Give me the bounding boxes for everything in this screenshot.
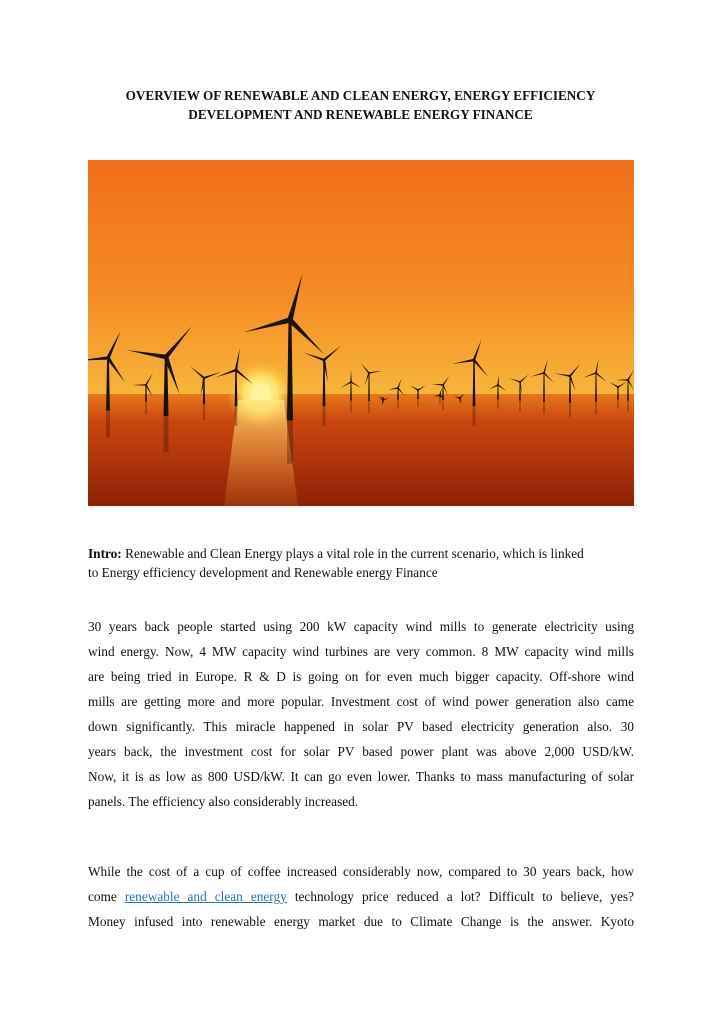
paragraph-1-line: 30 years back people started using 200 kW capacity wind mills to generate electricity using xyxy=(88,619,634,634)
intro-text: Renewable and Clean Energy plays a vital role in the current scenario, which is linked xyxy=(121,546,584,561)
paragraph-1-line: years back, the investment cost for solar PV based power plant was above 2,000 USD/kW. xyxy=(88,744,634,759)
document-title xyxy=(88,86,633,124)
paragraph-2-text: technology price reduced a lot? Difficult to believe, yes? xyxy=(286,889,634,904)
title-line-2: DEVELOPMENT AND RENEWABLE ENERGY FINANCE xyxy=(188,107,533,122)
paragraph-2 xyxy=(88,859,634,934)
paragraph-1-line: are being tried in Europe. R & D is going on for even much bigger capacity. Off-shore wind xyxy=(88,669,634,684)
intro-label: Intro: xyxy=(88,546,122,561)
wind-turbines-sunset-photo xyxy=(88,160,634,506)
intro-paragraph xyxy=(88,544,634,582)
paragraph-1-line: Now, it is as low as 800 USD/kW. It can go even lower. Thanks to mass manufacturing of solar xyxy=(88,769,634,784)
intro-text-2: to Energy efficiency development and Renewable energy Finance xyxy=(88,565,438,580)
paragraph-1-line: mills are getting more and more popular. Investment cost of wind power generation also came xyxy=(88,694,634,709)
paragraph-1-line: panels. The efficiency also considerably increased. xyxy=(88,794,359,809)
paragraph-2-line xyxy=(88,884,634,909)
paragraph-2-text: come xyxy=(88,889,125,904)
paragraph-1-line: down significantly. This miracle happened in solar PV based electricity generation also. 30 xyxy=(88,719,634,734)
renewable-energy-link[interactable]: renewable and clean energy xyxy=(124,889,287,904)
paragraph-2-line: While the cost of a cup of coffee increased considerably now, compared to 30 years back, how xyxy=(88,864,634,879)
paragraph-2-line: Money infused into renewable energy market due to Climate Change is the answer. Kyoto xyxy=(88,914,634,929)
title-line-1: OVERVIEW OF RENEWABLE AND CLEAN ENERGY, ENERGY EFFICIENCY xyxy=(125,88,596,103)
paragraph-1-line: wind energy. Now, 4 MW capacity wind turbines are very common. 8 MW capacity wind mills xyxy=(88,644,634,659)
paragraph-1 xyxy=(88,614,634,814)
